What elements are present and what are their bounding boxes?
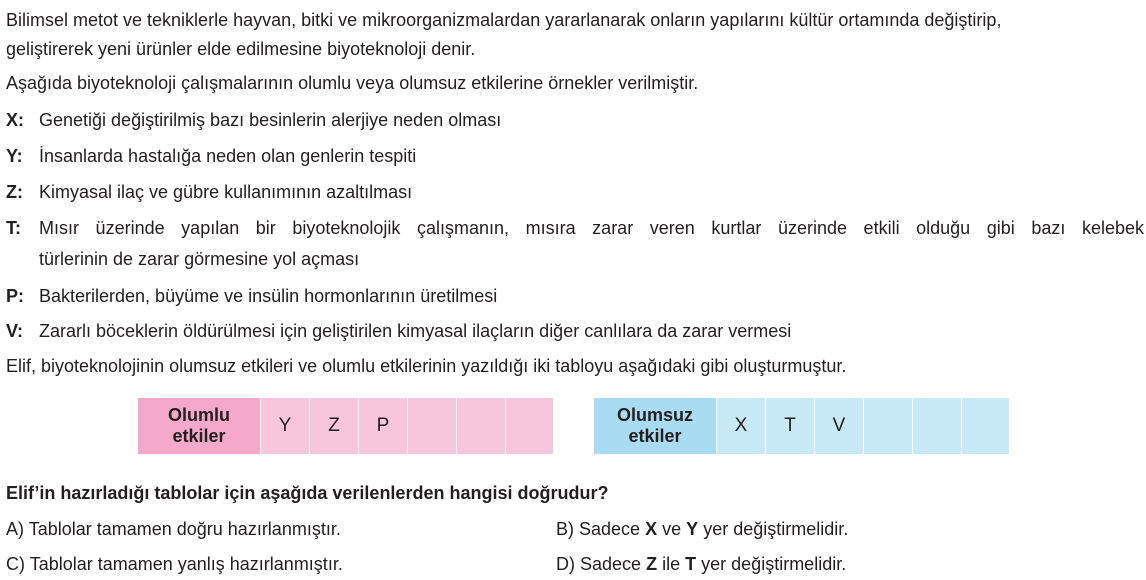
item-key: X: (6, 110, 24, 130)
table-cell (506, 398, 554, 454)
table-cell (864, 398, 913, 454)
item-text: Bakterilerden, büyüme ve insülin hormonlarının üretilmesi (39, 286, 498, 306)
option-label: C) (6, 554, 25, 574)
option-keyword: Z (646, 554, 658, 574)
item-text: Mısır üzerinde yapılan bir biyoteknolojik çalışmanın, mısıra zarar veren kurtlar üzerinde etkili olduğu gibi bazı kelebek (39, 218, 1144, 238)
option-text-mid: ile (662, 554, 681, 574)
option-text: Tablolar tamamen yanlış hazırlanmıştır. (29, 554, 343, 574)
intro-line-2: geliştirerek yeni ürünler elde edilmesine biyoteknoloji denir. (6, 39, 476, 59)
table-cell (962, 398, 1010, 454)
option-keyword: T (685, 554, 697, 574)
table-cell (408, 398, 457, 454)
question-text: Elif’in hazırladığı tablolar için aşağıda verilenlerden hangisi doğrudur? (6, 483, 609, 503)
option-keyword: X (645, 519, 658, 539)
item-text: Genetiği değiştirilmiş bazı besinlerin alerjiye neden olması (39, 110, 502, 130)
item-key: Y: (6, 146, 23, 166)
item-text: Kimyasal ilaç ve gübre kullanımının azaltılması (39, 182, 413, 202)
item-key: T: (6, 218, 21, 238)
table-cell: P (359, 398, 408, 454)
table-cell: T (766, 398, 815, 454)
option-text-post: yer değiştirmelidir. (703, 519, 849, 539)
item-text-line-2: türlerinin de zarar görmesine yol açması (39, 249, 360, 269)
positive-effects-table (138, 398, 554, 454)
negative-effects-table (594, 398, 1010, 454)
negative-table-header (594, 398, 717, 454)
header-line: etkiler (172, 426, 226, 446)
intro-line-3: Aşağıda biyoteknoloji çalışmalarının olumlu veya olumsuz etkilerine örnekler verilmiştir. (6, 73, 699, 93)
intro-line-1: Bilimsel metot ve tekniklerle hayvan, bitki ve mikroorganizmalardan yararlanarak onların yapılarını kültür ortamında değiştirip, (6, 10, 1002, 30)
option-label: B) (556, 519, 574, 539)
option-c[interactable] (6, 553, 343, 575)
table-cell (913, 398, 962, 454)
option-label: A) (6, 519, 24, 539)
table-cell (457, 398, 506, 454)
option-b[interactable] (556, 518, 848, 540)
option-keyword: Y (686, 519, 699, 539)
table-cell: X (717, 398, 766, 454)
option-text-pre: Sadece (580, 554, 642, 574)
positive-table-header (138, 398, 261, 454)
header-line: Olumsuz (616, 405, 693, 425)
table-cell: V (815, 398, 864, 454)
option-label: D) (556, 554, 575, 574)
table-cell: Y (261, 398, 310, 454)
header-line: Olumlu (168, 405, 230, 425)
option-a[interactable] (6, 518, 341, 540)
item-text: Zararlı böceklerin öldürülmesi için geliştirilen kimyasal ilaçların diğer canlılara da zarar vermesi (39, 321, 792, 341)
table-cell: Z (310, 398, 359, 454)
option-text-mid: ve (662, 519, 682, 539)
option-text-post: yer değiştirmelidir. (701, 554, 847, 574)
item-key: P: (6, 286, 24, 306)
option-text-pre: Sadece (579, 519, 641, 539)
option-d[interactable] (556, 553, 846, 575)
summary-text: Elif, biyoteknolojinin olumsuz etkileri ve olumlu etkilerinin yazıldığı iki tabloyu aşağıdaki gibi oluşturmuştur. (6, 356, 847, 376)
option-text: Tablolar tamamen doğru hazırlanmıştır. (28, 519, 341, 539)
item-key: V: (6, 321, 24, 341)
item-key: Z: (6, 182, 23, 202)
header-line: etkiler (628, 426, 682, 446)
item-text: İnsanlarda hastalığa neden olan genlerin tespiti (39, 146, 417, 166)
